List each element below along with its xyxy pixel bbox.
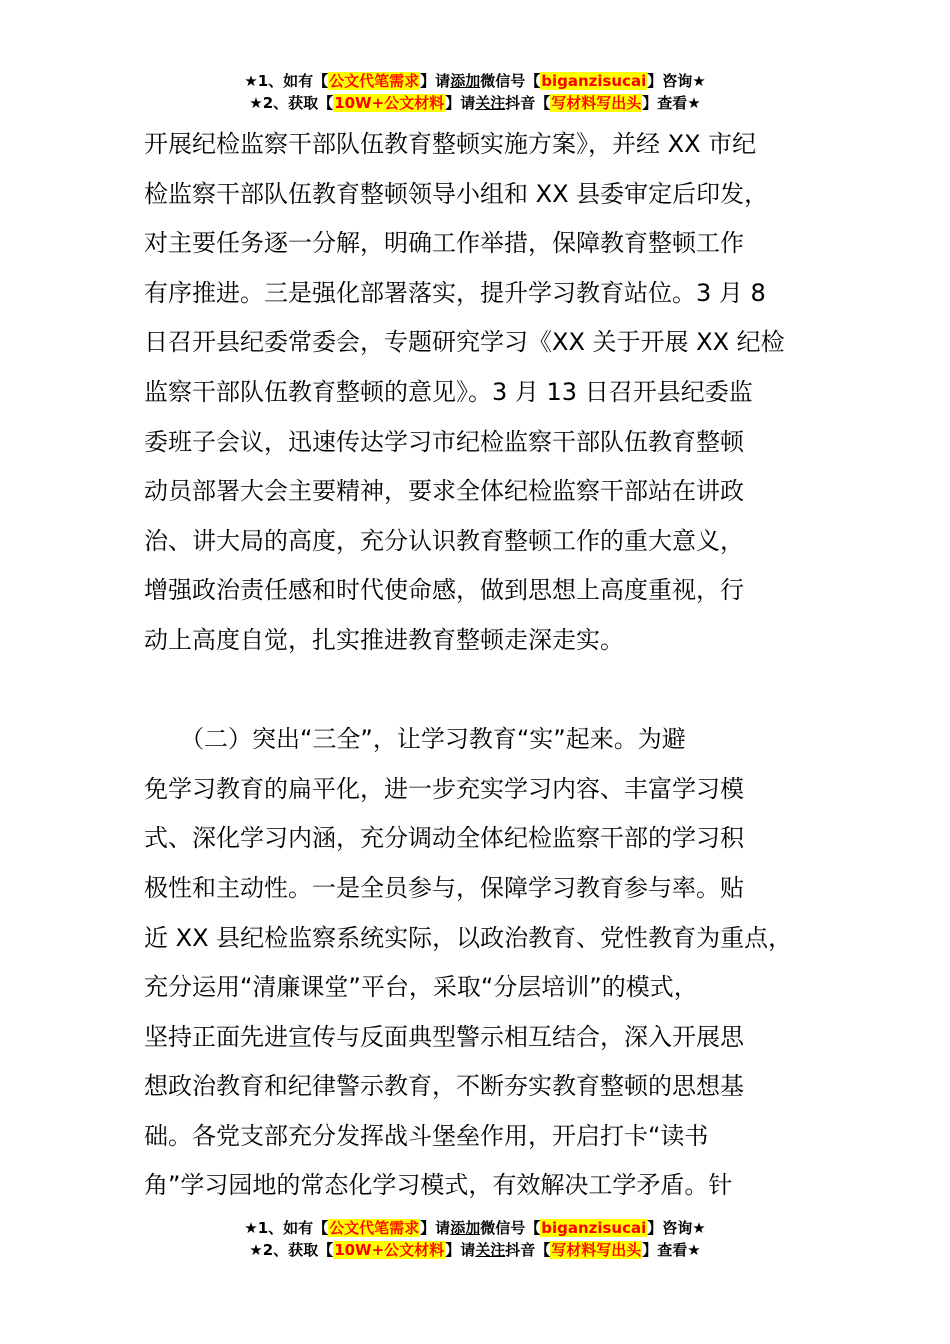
- banner-text: 】请: [420, 1219, 451, 1237]
- banner-highlight: biganzisucai: [541, 72, 647, 90]
- text-line: 础。各党支部充分发挥战斗堡垒作用，开启打卡“读书: [144, 1121, 709, 1150]
- text-line: 委班子会议，迅速传达学习市纪检监察干部队伍教育整顿: [144, 427, 744, 456]
- banner-text: 】查看★: [642, 1241, 701, 1259]
- banner-line-1: [0, 1217, 950, 1239]
- text-line: 想政治教育和纪律警示教育，不断夯实教育整顿的思想基: [144, 1072, 744, 1101]
- banner-highlight: 10W+公文材料: [334, 94, 445, 112]
- banner-text: 微信号【: [480, 72, 541, 90]
- banner-text: 】请: [420, 72, 451, 90]
- banner-text: 抖音【: [505, 1241, 551, 1259]
- banner-underline: 关注: [475, 1241, 506, 1259]
- document-body: [144, 120, 824, 1211]
- text-line: 动上高度自觉，扎实推进教育整顿走深走实。: [144, 625, 624, 654]
- footer-banner: [0, 1217, 950, 1261]
- text-line: 有序推进。三是强化部署落实，提升学习教育站位。3 月 8: [144, 278, 766, 307]
- text-line: 免学习教育的扁平化，进一步充实学习内容、丰富学习模: [144, 774, 744, 803]
- paragraph-2: [144, 715, 824, 1211]
- header-banner: [0, 70, 950, 114]
- text-line: 角”学习园地的常态化学习模式，有效解决工学矛盾。针: [144, 1171, 733, 1200]
- banner-text: 】咨询★: [647, 72, 706, 90]
- banner-line-2: [0, 1239, 950, 1261]
- banner-highlight: 公文代笔需求: [329, 72, 420, 90]
- text-line: 极性和主动性。一是全员参与，保障学习教育参与率。贴: [144, 873, 744, 902]
- text-line: 检监察干部队伍教育整顿领导小组和 XX 县委审定后印发，: [144, 179, 769, 208]
- banner-highlight: biganzisucai: [541, 1219, 647, 1237]
- text-line: 坚持正面先进宣传与反面典型警示相互结合，深入开展思: [144, 1022, 744, 1051]
- banner-text: 】咨询★: [647, 1219, 706, 1237]
- paragraph-gap: [144, 666, 824, 716]
- banner-underline: 关注: [475, 94, 506, 112]
- banner-text: ★1、如有【: [244, 72, 329, 90]
- banner-highlight: 公文代笔需求: [329, 1219, 420, 1237]
- text-line: 开展纪检监察干部队伍教育整顿实施方案》，并经 XX 市纪: [144, 130, 757, 158]
- text-line: 动员部署大会主要精神，要求全体纪检监察干部站在讲政: [144, 477, 744, 506]
- text-line: 对主要任务逐一分解，明确工作举措，保障教育整顿工作: [144, 229, 744, 258]
- banner-text: ★2、获取【: [249, 94, 334, 112]
- text-line: 近 XX 县纪检监察系统实际，以政治教育、党性教育为重点，: [144, 923, 793, 952]
- text-line: 充分运用“清廉课堂”平台，采取“分层培训”的模式，: [144, 973, 698, 1002]
- text-line: 日召开县纪委常委会，专题研究学习《XX 关于开展 XX 纪检: [144, 328, 785, 357]
- banner-text: ★2、获取【: [249, 1241, 334, 1259]
- text-line: 式、深化学习内涵，充分调动全体纪检监察干部的学习积: [144, 824, 744, 853]
- banner-text: 】查看★: [642, 94, 701, 112]
- text-line: 增强政治责任感和时代使命感，做到思想上高度重视，行: [144, 576, 744, 605]
- banner-text: ★1、如有【: [244, 1219, 329, 1237]
- banner-line-2: [0, 92, 950, 114]
- banner-underline: 添加: [450, 1219, 481, 1237]
- banner-text: 】请: [445, 1241, 476, 1259]
- paragraph-1: [144, 120, 824, 666]
- banner-highlight: 写材料写出头: [551, 1241, 642, 1259]
- text-line: 监察干部队伍教育整顿的意见》。3 月 13 日召开县纪委监: [144, 377, 753, 406]
- banner-text: 微信号【: [480, 1219, 541, 1237]
- banner-text: 抖音【: [505, 94, 551, 112]
- banner-underline: 添加: [450, 72, 481, 90]
- text-line: 治、讲大局的高度，充分认识教育整顿工作的重大意义，: [144, 526, 744, 555]
- text-line: （二）突出“三全”，让学习教育“实”起来。为避: [144, 725, 686, 754]
- banner-highlight: 写材料写出头: [551, 94, 642, 112]
- banner-line-1: [0, 70, 950, 92]
- banner-text: 】请: [445, 94, 476, 112]
- banner-highlight: 10W+公文材料: [334, 1241, 445, 1259]
